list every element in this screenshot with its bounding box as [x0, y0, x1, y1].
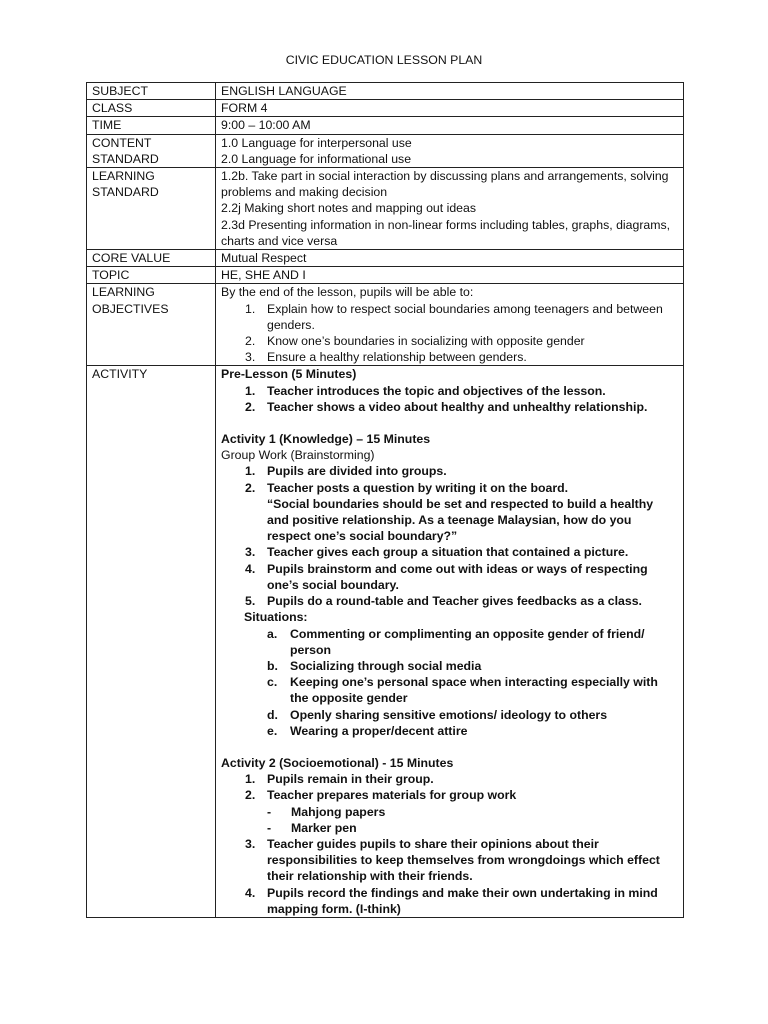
list-item: 3. Ensure a healthy relationship between genders. — [245, 350, 527, 365]
table-row — [87, 250, 684, 267]
objectives-list — [221, 301, 678, 366]
objectives-intro: By the end of the lesson, pupils will be able to: — [221, 285, 474, 300]
row-value-subject: ENGLISH LANGUAGE — [216, 83, 684, 100]
pre-lesson-steps — [221, 383, 678, 415]
learning-standard-item: 1.2b. Take part in social interaction by discussing plans and arrangements, solving problems and making decision — [221, 169, 669, 200]
list-item: 2. Teacher shows a video about healthy and unhealthy relationship. — [245, 399, 648, 414]
row-label-activity: ACTIVITY — [87, 366, 216, 918]
activity2-heading: Activity 2 (Socioemotional) - 15 Minutes — [221, 755, 454, 770]
learning-standard-item: 2.3d Presenting information in non-linear forms including tables, graphs, diagrams, charts and vice versa — [221, 217, 671, 248]
list-item: b. Socializing through social media — [267, 658, 482, 673]
row-label-class: CLASS — [87, 100, 216, 117]
row-value-content-standard — [216, 134, 684, 167]
row-label-subject: SUBJECT — [87, 83, 216, 100]
row-label-time: TIME — [87, 117, 216, 134]
list-item: e. Wearing a proper/decent attire — [267, 723, 468, 738]
activity1-subheading: Group Work (Brainstorming) — [221, 448, 375, 463]
row-label-content-standard: CONTENT STANDARD — [87, 134, 216, 167]
list-item: 5. Pupils do a round-table and Teacher gives feedbacks as a class. — [245, 594, 642, 609]
pre-lesson-heading: Pre-Lesson (5 Minutes) — [221, 367, 357, 382]
list-item: 2. Know one’s boundaries in socializing with opposite gender — [245, 334, 585, 349]
list-item: 1. Pupils are divided into groups. — [245, 464, 447, 479]
spacer — [221, 415, 678, 431]
list-item: - Marker pen — [267, 820, 357, 835]
row-label-learning-standard: LEARNING STANDARD — [87, 168, 216, 250]
row-value-learning-objectives — [216, 284, 684, 366]
list-item: c. Keeping one’s personal space when interacting especially with the opposite gender — [267, 675, 658, 706]
list-item: 1. Pupils remain in their group. — [245, 772, 434, 787]
board-question: “Social boundaries should be set and respected to build a healthy and positive relationship. As a teenage Malaysian, how do you respect one’s social boundary?” — [267, 496, 654, 544]
list-item: d. Openly sharing sensitive emotions/ ideology to others — [267, 707, 608, 722]
activity1-steps — [221, 463, 678, 609]
list-item: - Mahjong papers — [267, 804, 386, 819]
row-value-activity — [216, 366, 684, 918]
list-item: 1. Explain how to respect social boundaries among teenagers and between genders. — [245, 301, 663, 332]
row-value-learning-standard — [216, 168, 684, 250]
list-item: 2. Teacher prepares materials for group work - Mahjong papers - Marker pen — [221, 787, 678, 836]
content-standard-item: 2.0 Language for informational use — [221, 151, 412, 166]
situations-label: Situations: — [244, 610, 308, 625]
table-row — [87, 366, 684, 918]
materials-list — [267, 804, 678, 836]
row-value-topic: HE, SHE AND I — [216, 267, 684, 284]
table-row — [87, 284, 684, 366]
situations-list — [221, 626, 678, 739]
activity2-steps — [221, 771, 678, 917]
table-row — [87, 267, 684, 284]
list-item: 3. Teacher guides pupils to share their opinions about their responsibilities to keep themselves from wrongdoings which effect their relationship with their friends. — [245, 836, 660, 884]
row-label-core-value: CORE VALUE — [87, 250, 216, 267]
spacer — [221, 739, 678, 755]
row-label-learning-objectives: LEARNING OBJECTIVES — [87, 284, 216, 366]
activity1-heading: Activity 1 (Knowledge) – 15 Minutes — [221, 432, 431, 447]
list-item: 3. Teacher gives each group a situation that contained a picture. — [245, 545, 629, 560]
row-value-core-value: Mutual Respect — [216, 250, 684, 267]
table-row — [87, 134, 684, 167]
row-value-class: FORM 4 — [216, 100, 684, 117]
document-title: CIVIC EDUCATION LESSON PLAN — [285, 53, 483, 67]
table-row — [87, 168, 684, 250]
lesson-plan-table — [86, 82, 684, 918]
list-item: 4. Pupils brainstorm and come out with ideas or ways of respecting one’s social boundary. — [245, 561, 648, 592]
list-item: 2. Teacher posts a question by writing it on the board. “Social boundaries should be set and respected to build a healthy and positive relationship. As a teenage Malaysian, how do you respect one’s social boundary?” — [245, 480, 654, 544]
table-row — [87, 117, 684, 134]
learning-standard-item: 2.2j Making short notes and mapping out ideas — [221, 201, 476, 216]
row-value-time: 9:00 – 10:00 AM — [216, 117, 684, 134]
list-item: a. Commenting or complimenting an opposite gender of friend/ person — [267, 626, 645, 657]
content-standard-item: 1.0 Language for interpersonal use — [221, 135, 412, 150]
row-label-topic: TOPIC — [87, 267, 216, 284]
table-row — [87, 100, 684, 117]
list-item: 1. Teacher introduces the topic and objectives of the lesson. — [245, 383, 606, 398]
list-item: 4. Pupils record the findings and make their own undertaking in mind mapping form. (I-think) — [245, 885, 658, 916]
table-row — [87, 83, 684, 100]
